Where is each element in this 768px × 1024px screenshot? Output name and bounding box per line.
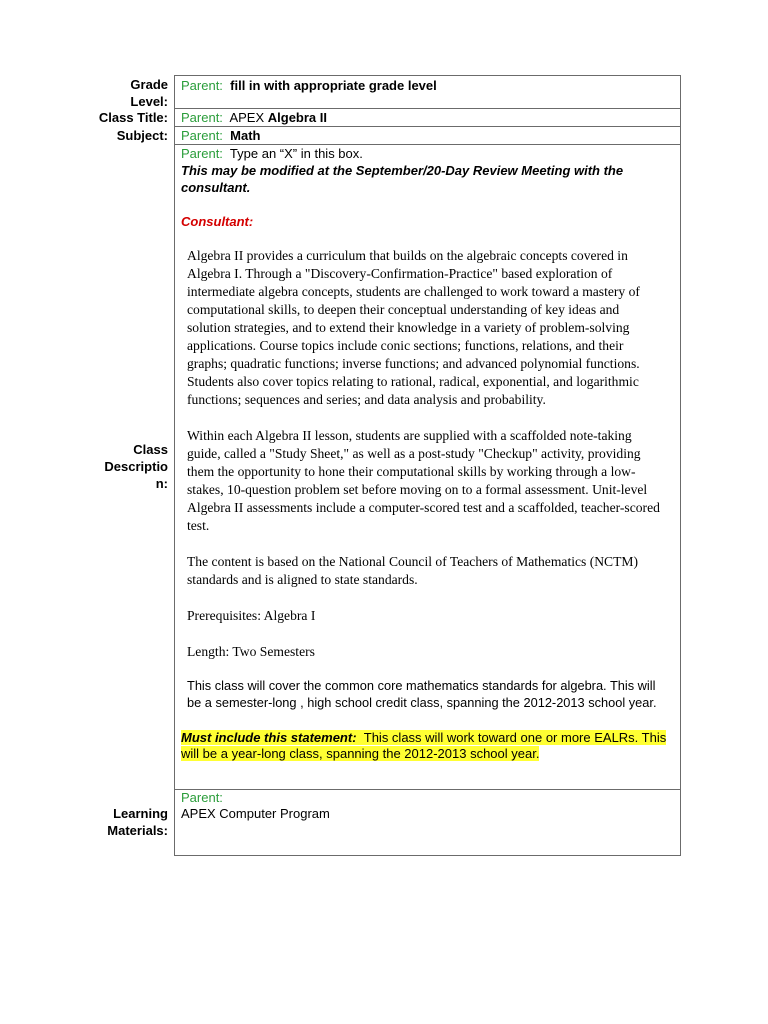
parent-prefix: Parent: bbox=[181, 110, 223, 125]
parent-prefix: Parent: bbox=[181, 146, 223, 161]
learning-materials-label: Learning Materials: bbox=[107, 806, 168, 838]
must-include-statement bbox=[181, 730, 666, 761]
learning-materials-value: APEX Computer Program bbox=[181, 806, 330, 821]
modified-note: This may be modified at the September/20-Day Review Meeting with the consultant. bbox=[181, 163, 624, 195]
subject-box[interactable] bbox=[174, 126, 681, 144]
class-description-box[interactable] bbox=[174, 144, 681, 789]
subject-value: Math bbox=[230, 128, 261, 143]
class-title-box[interactable] bbox=[174, 108, 681, 126]
grade-level-box[interactable] bbox=[174, 75, 681, 108]
description-instruction: Type an “X” in this box. bbox=[229, 146, 363, 161]
subject-label: Subject: bbox=[116, 128, 168, 143]
grade-level-value: fill in with appropriate grade level bbox=[230, 78, 437, 93]
class-description-label: Class Descriptio n: bbox=[104, 442, 168, 491]
parent-prefix: Parent: bbox=[181, 128, 223, 143]
consultant-label: Consultant: bbox=[181, 214, 254, 229]
learning-materials-box[interactable] bbox=[174, 789, 681, 856]
class-title-label: Class Title: bbox=[98, 110, 168, 125]
description-paragraph-1: Algebra II provides a curriculum that builds on the algebraic concepts covered in Algebra I. Through a "Discovery-Confirmation-Practice" based exploration of intermediate algebra concepts, students are challenged to work toward a mastery of computational skills, to deepen their conceptual understanding of key ideas and solution strategies, and to extend their knowledge in a variety of problem-solving applications. Course topics include conic sections; functions, relations, and their graphs; quadratic functions; inverse functions; and advanced polynomial functions. Students also cover topics relating to rational, radical, exponential, and logarithmic functions; sequences and series; and data analysis and probability. bbox=[187, 248, 640, 407]
class-title-bold: Algebra II bbox=[267, 110, 327, 125]
class-title-plain: APEX bbox=[229, 110, 265, 125]
must-include-text: This class will work toward one or more EALRs. This will be a year-long class, spanning the 2012-2013 school year. bbox=[181, 730, 667, 761]
course-length: Length: Two Semesters bbox=[187, 644, 315, 659]
must-include-label: Must include this statement: bbox=[181, 730, 357, 745]
description-paragraph-2: Within each Algebra II lesson, students are supplied with a scaffolded note-taking guide, called a "Study Sheet," as well as a post-study "Checkup" activity, providing them the opportunity to hone their computational skills by working through a low-stakes, 10-question problem set before moving on to a formal assessment. Unit-level Algebra II assessments include a computer-scored test and a scaffolded, teacher-scored test. bbox=[187, 428, 660, 533]
parent-prefix: Parent: bbox=[181, 78, 223, 93]
description-paragraph-3: The content is based on the National Council of Teachers of Mathematics (NCTM) standards and is aligned to state standards. bbox=[187, 554, 639, 587]
prerequisites: Prerequisites: Algebra I bbox=[187, 608, 316, 623]
parent-prefix: Parent: bbox=[181, 790, 223, 805]
grade-level-label: Grade Level: bbox=[130, 77, 168, 109]
common-core-statement: This class will cover the common core mathematics standards for algebra. This will be a semester-long , high school credit class, spanning the 2012-2013 school year. bbox=[187, 678, 657, 710]
